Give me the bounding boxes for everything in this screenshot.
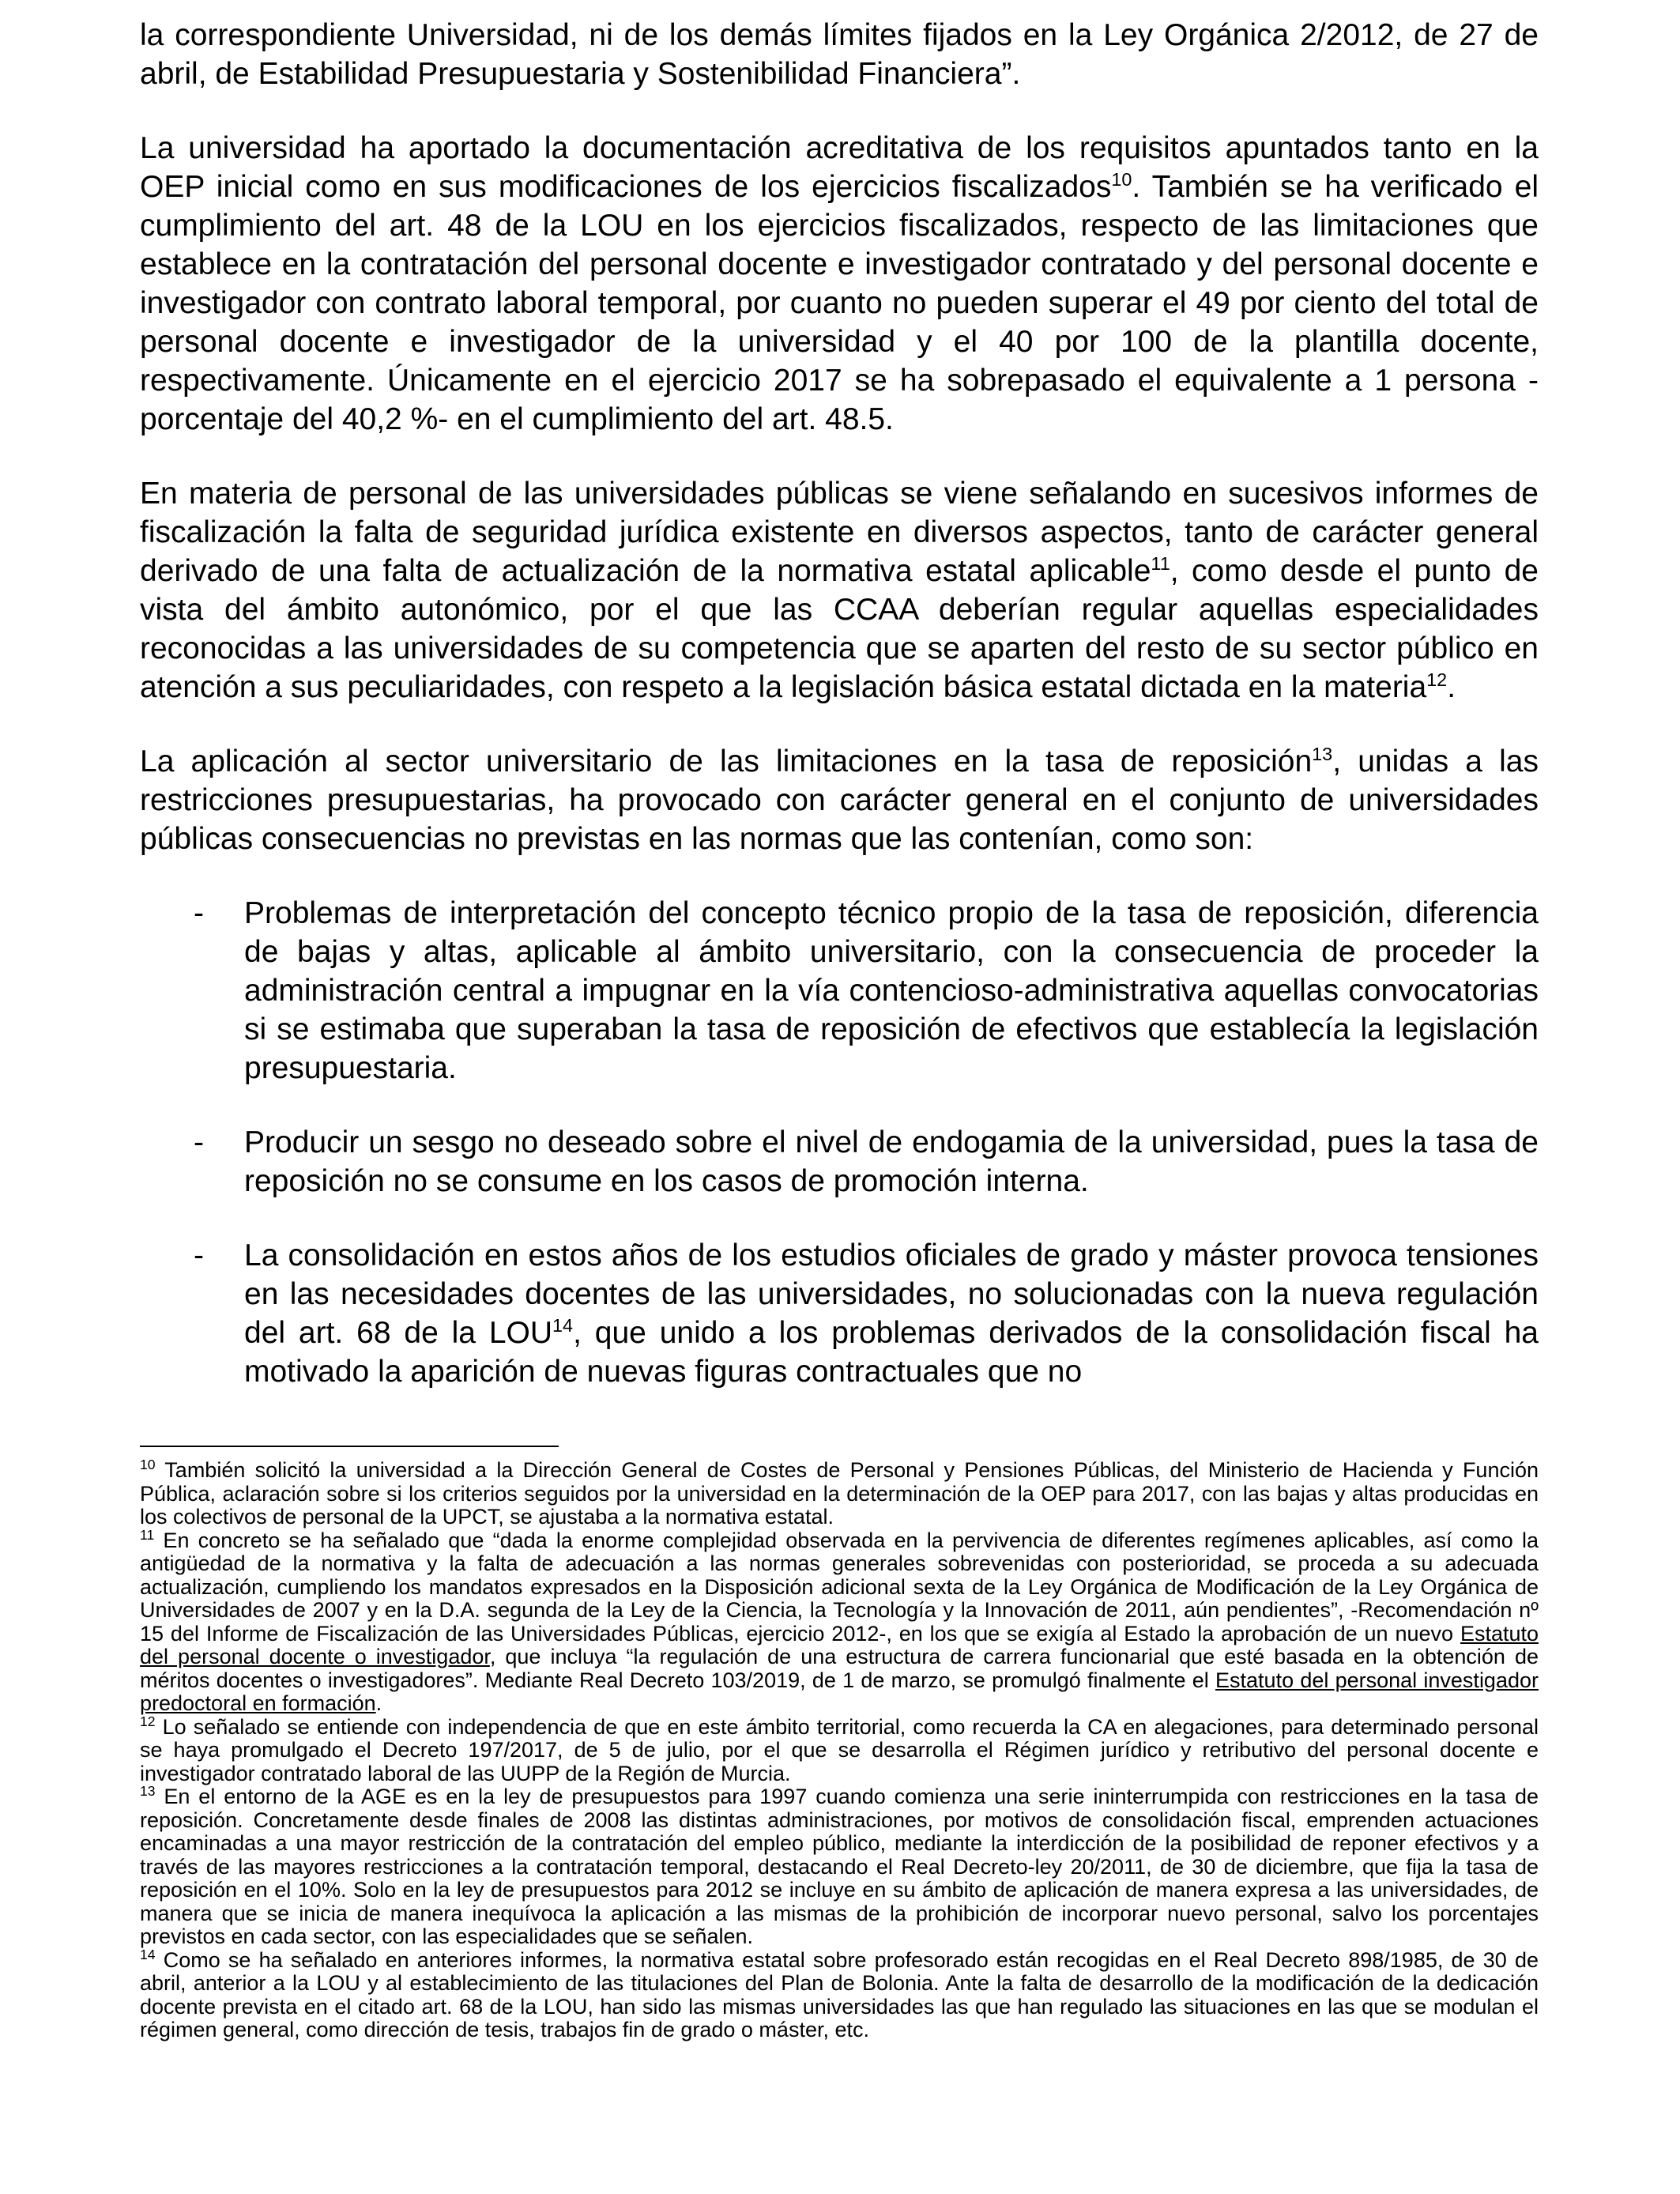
list-item-text: La consolidación en estos años de los estudios oficiales de grado y máster provoca tensiones en las necesidades docentes de las universidades, no solucionadas con la nueva regulación del art. 68 de la LOU$^{14}$, que unido a los problemas derivados de la consolidación fiscal ha motivado la aparición de nuevas figuras contractuales que no [244, 1238, 1539, 1389]
bullet-marker: - [194, 1125, 204, 1159]
footnote-11: $^{11}$ En concreto se ha señalado que “dada la enorme complejidad observada en la pervivencia de diferentes regímenes aplicables, así como la antigüedad de la normativa y la falta de adecuación a las normas generales sobrevenidas con posterioridad, se proceda a su adecuada actualización, cumpliendo los mandatos expresados en la Disposición adicional sexta de la Ley Orgánica de Modificación de la Ley Orgánica de Universidades de 2007 y en la D.A. segunda de la Ley de la Ciencia, la Tecnología y la Innovación de 2011, aún pendientes”, -Recomendación nº 15 del Informe de Fiscalización de las Universidades Públicas, ejercicio 2012-, en los que se exigía al Estado la aprobación de un nuevo Estatuto del personal docente o investigador, que incluya “la regulación de una estructura de carrera funcionarial que esté basada en la obtención de méritos docentes o investigadores”. Mediante Real Decreto 103/2019, de 1 de marzo, se promulgó finalmente el Estatuto del personal investigador predoctoral en formación. [140, 1526, 1539, 1715]
paragraph-replacement-rate: La aplicación al sector universitario de las limitaciones en la tasa de reposición$^{13}$, unidas a las restricciones presupuestarias, ha provocado con carácter general en el conjunto de universidades públicas consecuencias no previstas en las normas que las contenían, como son: [140, 744, 1539, 856]
list-item [140, 894, 1539, 1088]
list-item [140, 1123, 1539, 1201]
statute-link-predoctoral[interactable]: Estatuto del personal investigador predoctoral en formación [140, 1668, 1539, 1715]
footnote-ref-14[interactable]: 14 [552, 1315, 574, 1336]
list-item-text: Producir un sesgo no deseado sobre el nivel de endogamia de la universidad, pues la tasa de reposición no se consume en los casos de promoción interna. [244, 1125, 1539, 1198]
bullet-marker: - [194, 1238, 204, 1272]
list-item-text: Problemas de interpretación del concepto técnico propio de la tasa de reposición, diferencia de bajas y altas, aplicable al ámbito universitario, con la consecuencia de proceder la administración central a impugnar en la vía contencioso-administrativa aquellas convocatorias si se estimaba que superaban la tasa de reposición de efectivos que establecía la legislación presupuestaria. [244, 896, 1539, 1085]
footnote-number: 12 [140, 1713, 156, 1729]
footnote-number: 11 [140, 1526, 155, 1543]
footnotes [140, 1459, 1539, 2042]
footnote-ref-11[interactable]: 11 [1151, 553, 1170, 574]
footnote-ref-10[interactable]: 10 [1111, 169, 1132, 190]
footnote-10: $^{10}$ También solicitó la universidad a la Dirección General de Costes de Personal y Pensiones Públicas, del Ministerio de Hacienda y Función Pública, aclaración sobre si los criterios seguidos por la universidad en la determinación de la OEP para 2017, con las bajas y altas producidas en los colectivos de personal de la UPCT, se ajustaba a la normativa estatal. [140, 1457, 1539, 1529]
bullet-marker: - [194, 896, 204, 930]
footnote-number: 14 [140, 1946, 156, 1962]
footnote-separator [140, 1446, 559, 1447]
paragraph-documentation: La universidad ha aportado la documentación acreditativa de los requisitos apuntados tanto en la OEP inicial como en sus modificaciones de los ejercicios fiscalizados$^{10}$. También se ha verificado el cumplimiento del art. 48 de la LOU en los ejercicios fiscalizados, respecto de las limitaciones que establece en la contratación del personal docente e investigador contratado y del personal docente e investigador con contrato laboral temporal, por cuanto no pueden superar el 49 por ciento del total de personal docente e investigador de la universidad y el 40 por 100 de la plantilla docente, respectivamente. Únicamente en el ejercicio 2017 se ha sobrepasado el equivalente a 1 persona -porcentaje del 40,2 %- en el cumplimiento del art. 48.5. [140, 131, 1539, 436]
footnote-number: 13 [140, 1783, 156, 1799]
statute-link-pdi[interactable]: Estatuto del personal docente o investigador [140, 1621, 1539, 1668]
paragraph-legal-uncertainty: En materia de personal de las universidades públicas se viene señalando en sucesivos informes de fiscalización la falta de seguridad jurídica existente en diversos aspectos, tanto de carácter general derivado de una falta de actualización de la normativa estatal aplicable$^{11}$, como desde el punto de vista del ámbito autonómico, por el que las CCAA deberían regular aquellas especialidades reconocidas a las universidades de su competencia que se aparten del resto de su sector público en atención a sus peculiaridades, con respeto a la legislación básica estatal dictada en la materia$^{12}$. [140, 477, 1539, 704]
footnote-ref-12[interactable]: 12 [1426, 669, 1448, 690]
paragraph-intro: la correspondiente Universidad, ni de los demás límites fijados en la Ley Orgánica 2/2012, de 27 de abril, de Estabilidad Presupuestaria y Sostenibilidad Financiera”. [140, 18, 1539, 91]
footnote-14: $^{14}$ Como se ha señalado en anteriores informes, la normativa estatal sobre profesorado están recogidas en el Real Decreto 898/1985, de 30 de abril, anterior a la LOU y al establecimiento de las titulaciones del Plan de Bolonia. Ante la falta de desarrollo de la modificación de la dedicación docente prevista en el citado art. 68 de la LOU, han sido las mismas universidades las que han regulado las situaciones en las que se modulan el régimen general, como dirección de tesis, trabajos fin de grado o máster, etc. [140, 1946, 1539, 2041]
footnote-number: 10 [140, 1457, 156, 1472]
body-text [140, 16, 1539, 1391]
footnote-12: $^{12}$ Lo señalado se entiende con independencia de que en este ámbito territorial, como recuerda la CA en alegaciones, para determinado personal se haya promulgado el Decreto 197/2017, de 5 de julio, por el que se desarrolla el Régimen jurídico y retributivo del personal docente e investigador contratado laboral de las UUPP de la Región de Murcia. [140, 1713, 1539, 1785]
list-item [140, 1236, 1539, 1391]
footnote-ref-13[interactable]: 13 [1312, 744, 1333, 764]
footnote-13: $^{13}$ En el entorno de la AGE es en la ley de presupuestos para 1997 cuando comienza una serie ininterrumpida con restricciones en la tasa de reposición. Concretamente desde finales de 2008 las distintas administraciones, por motivos de consolidación fiscal, emprenden actuaciones encaminadas a una mayor restricción de la contratación del empleo público, mediante la interdicción de la posibilidad de reponer efectivos y a través de las mayores restricciones a la contratación temporal, destacando el Real Decreto-ley 20/2011, de 30 de diciembre, que fija la tasa de reposición en el 10%. Solo en la ley de presupuestos para 2012 se incluye en su ámbito de aplicación de manera expresa a las universidades, de manera que se inicia de manera inequívoca la aplicación a las mismas de la prohibición de incorporar nuevo personal, salvo los porcentajes previstos en cada sector, con las especialidades que se señalen. [140, 1783, 1539, 1948]
